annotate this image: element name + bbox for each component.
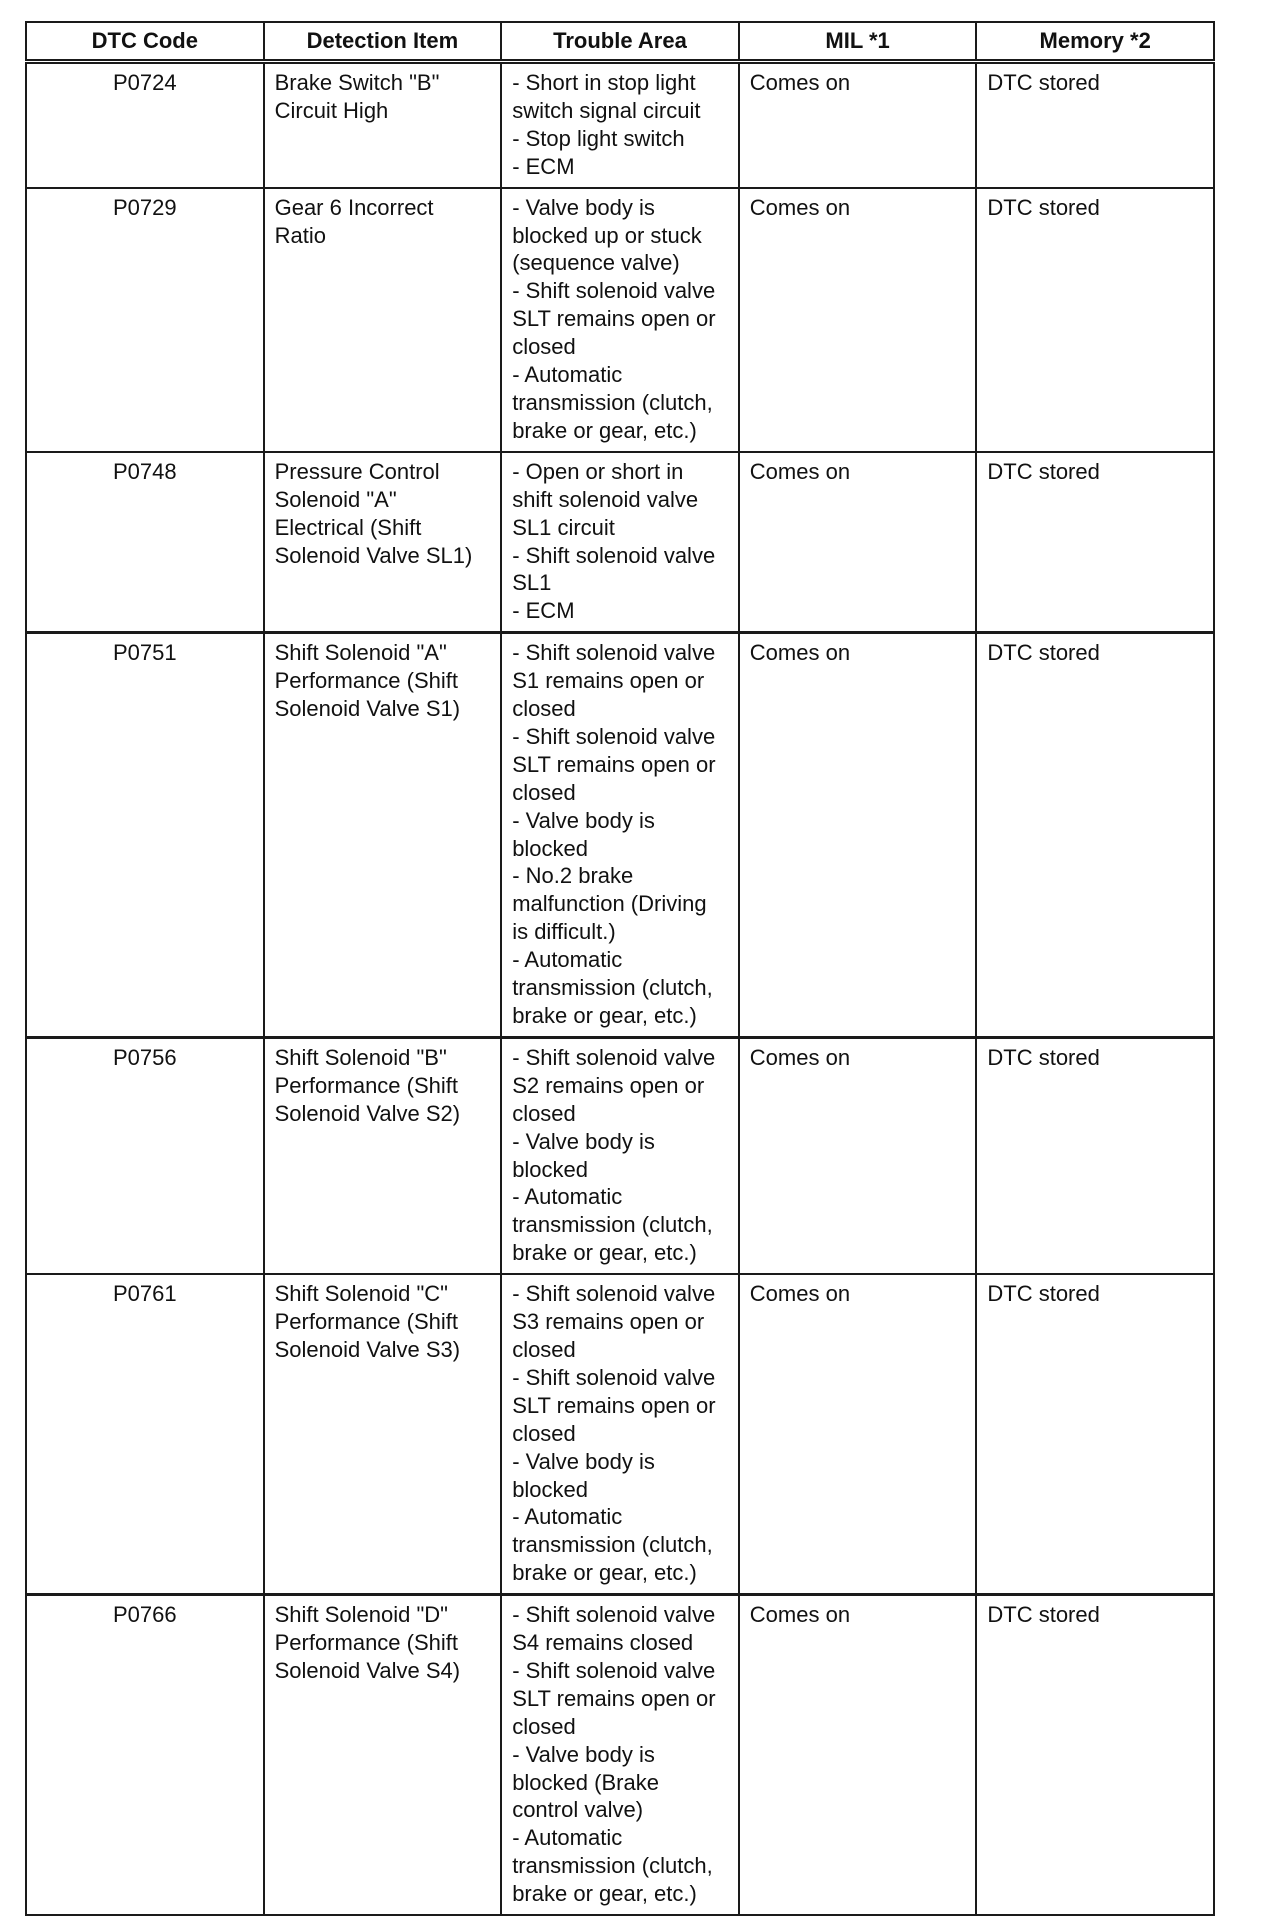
table-row	[26, 188, 1214, 452]
detection-item-cell: Pressure Control Solenoid "A" Electrical (Shift Solenoid Valve SL1)	[264, 452, 502, 633]
table-row	[26, 1037, 1214, 1274]
trouble-area-cell: - Short in stop light switch signal circuit - Stop light switch - ECM	[501, 62, 739, 188]
mil-cell: Comes on	[739, 1595, 977, 1915]
table-row	[26, 633, 1214, 1038]
trouble-area-cell: - Shift solenoid valve S3 remains open or closed - Shift solenoid valve SLT remains open or closed - Valve body is blocked - Automatic transmission (clutch, brake or gear, etc.)	[501, 1274, 739, 1594]
detection-item-cell: Gear 6 Incorrect Ratio	[264, 188, 502, 452]
memory-cell: DTC stored	[976, 633, 1214, 1038]
memory-cell: DTC stored	[976, 188, 1214, 452]
table-header	[26, 22, 1214, 62]
mil-cell: Comes on	[739, 62, 977, 188]
table-row	[26, 62, 1214, 188]
trouble-area-cell: - Shift solenoid valve S2 remains open or closed - Valve body is blocked - Automatic transmission (clutch, brake or gear, etc.)	[501, 1037, 739, 1274]
table-body	[26, 62, 1214, 1916]
header-memory: Memory *2	[976, 22, 1214, 62]
trouble-area-cell: - Valve body is blocked up or stuck (sequence valve) - Shift solenoid valve SLT remains open or closed - Automatic transmission (clutch, brake or gear, etc.)	[501, 188, 739, 452]
trouble-area-cell: - Open or short in shift solenoid valve SL1 circuit - Shift solenoid valve SL1 - ECM	[501, 452, 739, 633]
dtc-code-cell: P0756	[26, 1037, 264, 1274]
detection-item-cell: Brake Switch "B" Circuit High	[264, 62, 502, 188]
dtc-table	[25, 21, 1215, 1916]
trouble-area-cell: - Shift solenoid valve S4 remains closed - Shift solenoid valve SLT remains open or closed - Valve body is blocked (Brake control valve) - Automatic transmission (clutch, brake or gear, etc.)	[501, 1595, 739, 1915]
table-row	[26, 1274, 1214, 1594]
header-trouble-area: Trouble Area	[501, 22, 739, 62]
header-mil: MIL *1	[739, 22, 977, 62]
dtc-code-cell: P0766	[26, 1595, 264, 1915]
memory-cell: DTC stored	[976, 1037, 1214, 1274]
memory-cell: DTC stored	[976, 62, 1214, 188]
mil-cell: Comes on	[739, 1037, 977, 1274]
detection-item-cell: Shift Solenoid "D" Performance (Shift Solenoid Valve S4)	[264, 1595, 502, 1915]
detection-item-cell: Shift Solenoid "A" Performance (Shift Solenoid Valve S1)	[264, 633, 502, 1038]
detection-item-cell: Shift Solenoid "B" Performance (Shift Solenoid Valve S2)	[264, 1037, 502, 1274]
dtc-code-cell: P0751	[26, 633, 264, 1038]
dtc-code-cell: P0761	[26, 1274, 264, 1594]
memory-cell: DTC stored	[976, 452, 1214, 633]
dtc-code-cell: P0748	[26, 452, 264, 633]
header-detection-item: Detection Item	[264, 22, 502, 62]
mil-cell: Comes on	[739, 188, 977, 452]
mil-cell: Comes on	[739, 633, 977, 1038]
mil-cell: Comes on	[739, 1274, 977, 1594]
mil-cell: Comes on	[739, 452, 977, 633]
table-row	[26, 452, 1214, 633]
detection-item-cell: Shift Solenoid "C" Performance (Shift Solenoid Valve S3)	[264, 1274, 502, 1594]
header-row	[26, 22, 1214, 62]
header-dtc-code: DTC Code	[26, 22, 264, 62]
dtc-code-cell: P0729	[26, 188, 264, 452]
dtc-code-cell: P0724	[26, 62, 264, 188]
memory-cell: DTC stored	[976, 1274, 1214, 1594]
trouble-area-cell: - Shift solenoid valve S1 remains open or closed - Shift solenoid valve SLT remains open or closed - Valve body is blocked - No.2 brake malfunction (Driving is difficult.) - Automatic transmission (clutch, brake or gear, etc.)	[501, 633, 739, 1038]
memory-cell: DTC stored	[976, 1595, 1214, 1915]
table-row	[26, 1595, 1214, 1915]
